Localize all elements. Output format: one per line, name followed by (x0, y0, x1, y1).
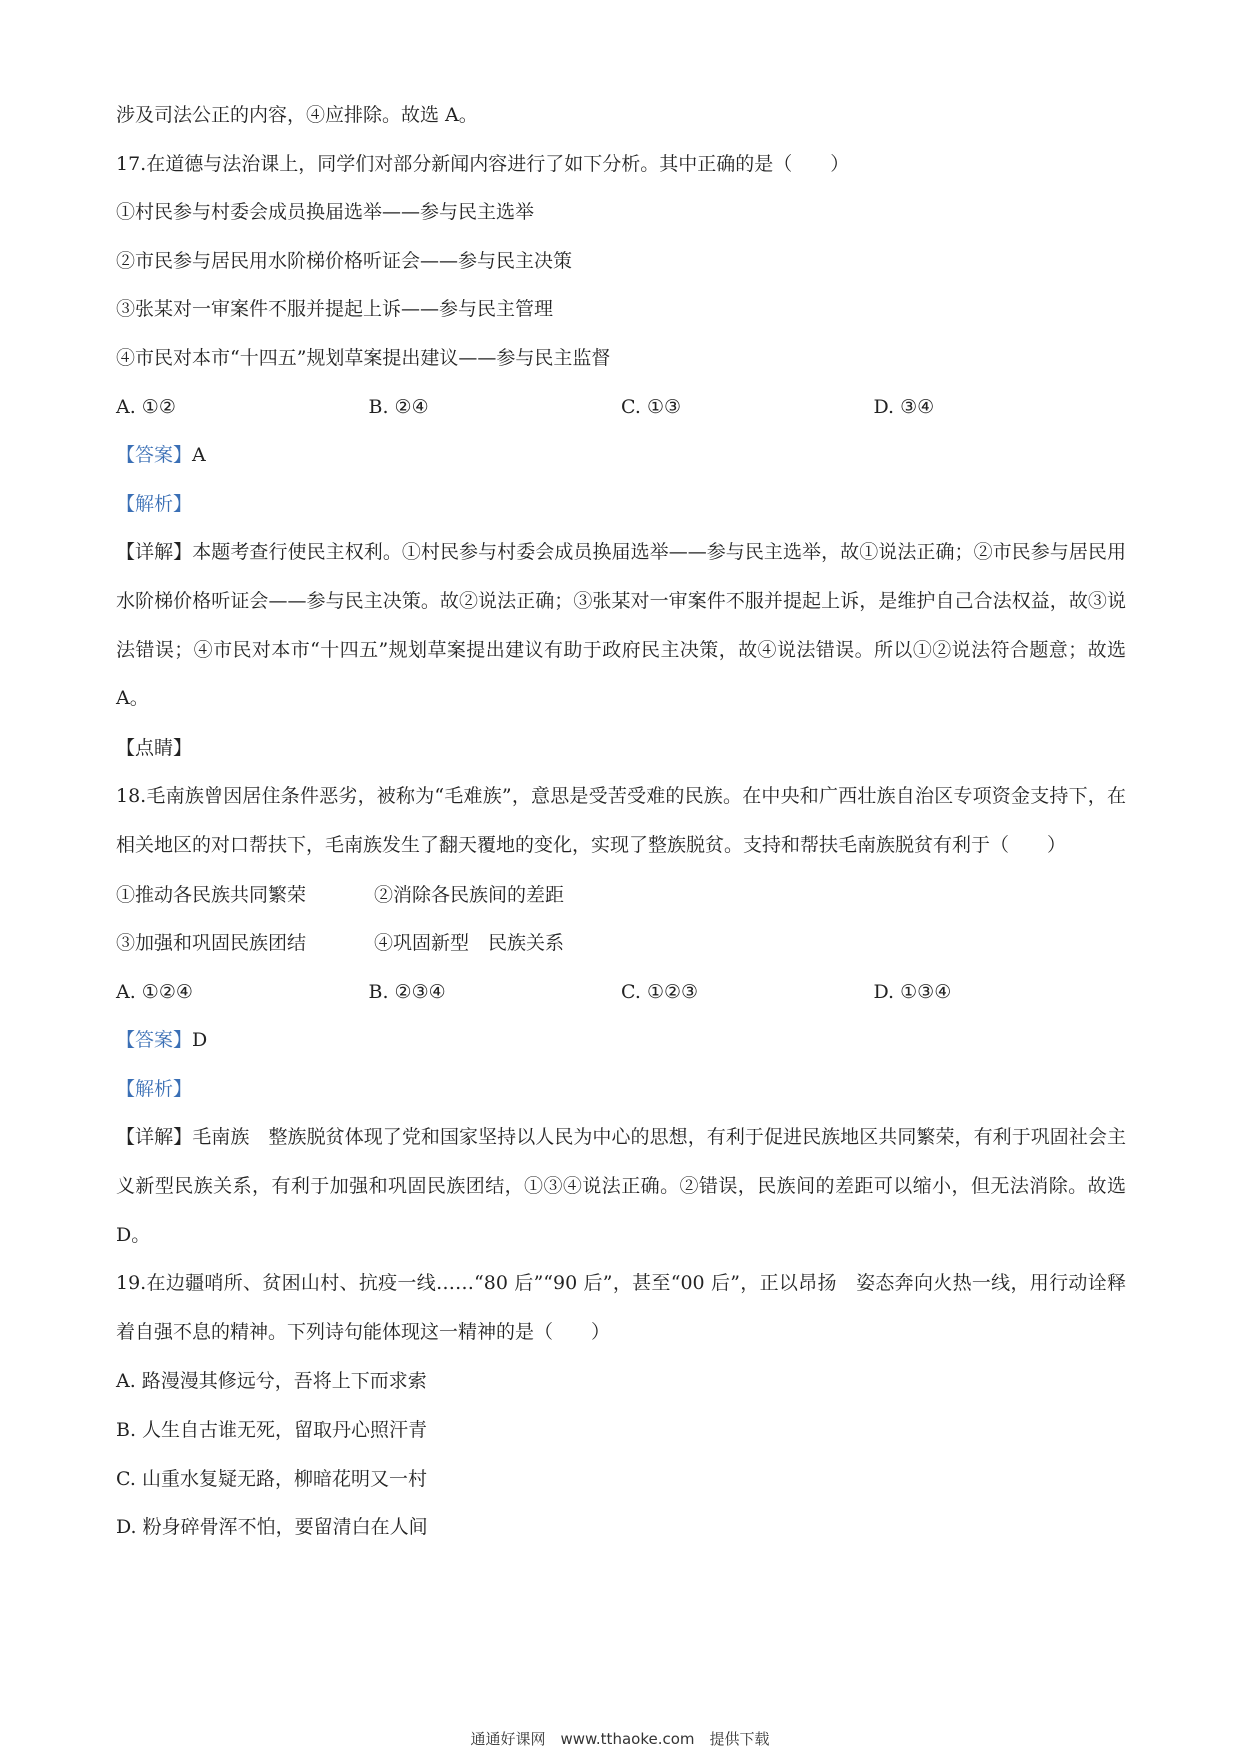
q18-item: ③加强和巩固民族团结 (116, 932, 307, 955)
q18-detail (116, 1113, 1126, 1259)
q18-item: ④巩固新型 民族关系 (374, 932, 565, 955)
q18-item: ①推动各民族共同繁荣 (116, 883, 307, 906)
q18-option-d: D. ①③④ (873, 980, 952, 1003)
q17-item: ④市民对本市“十四五”规划草案提出建议——参与民主监督 (116, 346, 611, 369)
q19-option-d: D. 粉身碎骨浑不怕，要留清白在人间 (116, 1516, 428, 1539)
answer-label: 【答案】 (116, 1029, 193, 1052)
answer-label: 【答案】 (116, 444, 193, 467)
q17-item: ③张某对一审案件不服并提起上诉——参与民主管理 (116, 298, 554, 321)
q17-option-d: D. ③④ (873, 395, 935, 418)
comment-label: 【点睛】 (116, 736, 193, 759)
q17-comment (116, 733, 1126, 763)
q17-detail (116, 528, 1126, 722)
q18-analysis (116, 1074, 1126, 1104)
document-page (116, 100, 1126, 1561)
q18-option-b: B. ②③④ (368, 980, 446, 1003)
q18-answer (116, 1025, 1126, 1055)
q17-item: ①村民参与村委会成员换届选举——参与民主选举 (116, 201, 535, 224)
q17-option-c: C. ①③ (621, 395, 682, 418)
q17-option-b: B. ②④ (368, 395, 429, 418)
q18-option-c: C. ①②③ (621, 980, 699, 1003)
q17-item: ②市民参与居民用水阶梯价格听证会——参与民主决策 (116, 249, 573, 272)
intro-line: 涉及司法公正的内容，④应排除。故选 A。 (116, 104, 478, 126)
q18-items-row1 (116, 880, 1126, 910)
q18-stem: 18.毛南族曾因居住条件恶劣，被称为“毛难族”，意思是受苦受难的民族。在中央和广西壮族自治区专项资金支持下，在相关地区的对口帮扶下，毛南族发生了翻天覆地的变化，实现了整族脱贫。支持和帮扶毛南族脱贫有利于（ ） (116, 785, 1126, 856)
answer-value: D (192, 1029, 208, 1052)
detail-text: 本题考查行使民主权利。①村民参与村委会成员换届选举——参与民主选举，故①说法正确；②市民参与居民用水阶梯价格听证会——参与民主决策。故②说法正确；③张某对一审案件不服并提起上诉，是维护自己合法权益，故③说法错误；④市民对本市“十四五”规划草案提出建议有助于政府民主决策，故④说法错误。所以①②说法符合题意；故选 A。 (116, 541, 1126, 710)
q18-items-row2 (116, 928, 1126, 958)
q17-stem: 17.在道德与法治课上，同学们对部分新闻内容进行了如下分析。其中正确的是（ ） (116, 152, 850, 175)
q18-item: ②消除各民族间的差距 (374, 883, 565, 906)
q19-option-c: C. 山重水复疑无路，柳暗花明又一村 (116, 1467, 427, 1490)
q17-options (116, 392, 1126, 422)
q17-option-a: A. ①② (116, 395, 176, 418)
detail-label: 【详解】 (116, 1126, 193, 1149)
q19-option-a: A. 路漫漫其修远兮，吾将上下而求索 (116, 1370, 427, 1393)
detail-label: 【详解】 (116, 541, 193, 564)
q17-answer (116, 440, 1126, 470)
answer-value: A (192, 444, 206, 467)
analysis-label: 【解析】 (116, 492, 193, 515)
page-footer: 通通好课网 www.tthaoke.com 提供下载 (470, 1730, 770, 1748)
q19-option-b: B. 人生自古谁无死，留取丹心照汗青 (116, 1419, 428, 1442)
q17-analysis (116, 489, 1126, 519)
analysis-label: 【解析】 (116, 1077, 193, 1100)
q19-stem: 19.在边疆哨所、贫困山村、抗疫一线……“80 后”“90 后”，甚至“00 后”，正以昂扬 姿态奔向火热一线，用行动诠释着自强不息的精神。下列诗句能体现这一精神的是（ ） (116, 1272, 1126, 1343)
detail-text: 毛南族 整族脱贫体现了党和国家坚持以人民为中心的思想，有利于促进民族地区共同繁荣，有利于巩固社会主义新型民族关系，有利于加强和巩固民族团结，①③④说法正确。②错误，民族间的差距可以缩小，但无法消除。故选 D。 (116, 1126, 1126, 1246)
q18-option-a: A. ①②④ (116, 980, 193, 1003)
q18-options (116, 977, 1126, 1007)
